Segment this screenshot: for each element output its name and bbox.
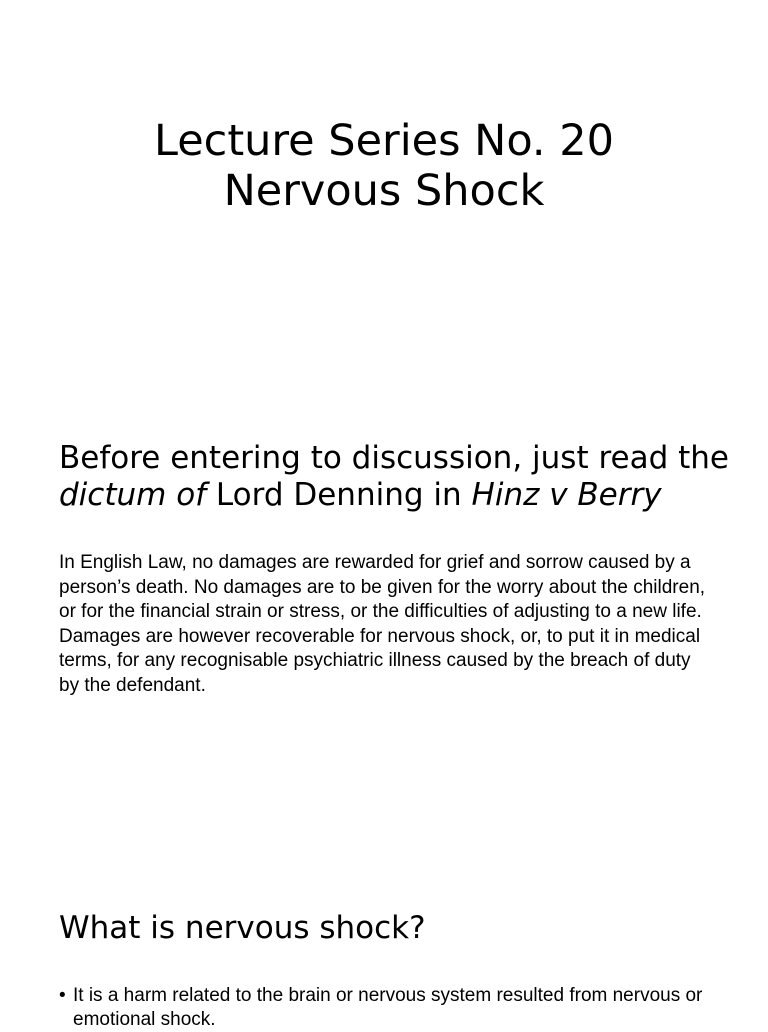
slide-dictum — [0, 410, 768, 870]
list-item — [59, 984, 709, 1032]
dictum-heading-italic-1: dictum of — [59, 477, 207, 513]
bullet-icon: • — [59, 985, 66, 1006]
dictum-heading-text-1: Before entering to discussion, just read the — [59, 440, 729, 476]
definition-bullet-list — [59, 984, 709, 1032]
slide-title-text — [0, 116, 768, 216]
dictum-quote: In English Law, no damages are rewarded for grief and sorrow caused by a person’s death. No damages are to be given for the worry about the children, or for the financial strain or stress, or the difficulties of adjusting to a new life. Damages are however recoverable for nervous shock, or, to put it in medical terms, for any recognisable psychiatric illness caused by the breach of duty by the defendant. — [59, 552, 706, 696]
dictum-heading — [59, 440, 729, 514]
title-line-1: Lecture Series No. 20 — [154, 116, 614, 166]
case-name: Hinz v Berry — [471, 477, 662, 513]
slide-title — [0, 0, 768, 410]
title-line-2: Nervous Shock — [223, 166, 545, 216]
slide-definition — [0, 870, 768, 1030]
dictum-heading-text-2: Lord Denning in — [206, 477, 472, 513]
definition-heading: What is nervous shock? — [59, 910, 426, 946]
bullet-text: It is a harm related to the brain or nervous system resulted from nervous or emotional shock. — [73, 985, 703, 1030]
